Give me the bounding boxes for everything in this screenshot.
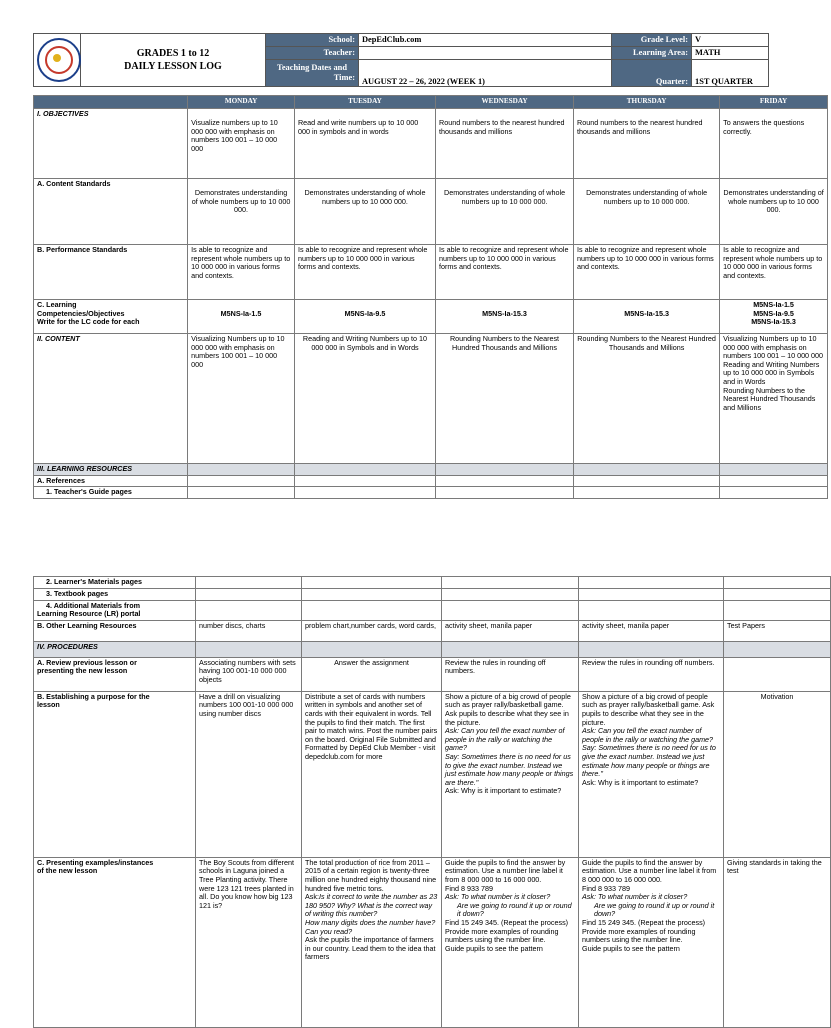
cell: Review the rules in rounding off numbers. [442,657,579,691]
cell: To answers the questions correctly. [720,109,828,179]
procedures-row [34,641,831,657]
lesson-table-part-2 [33,576,831,1028]
cell: Round numbers to the nearest hundred thousands and millions [574,109,720,179]
cell: Is able to recognize and represent whole numbers up to 10 000 000 in various forms and contexts. [436,245,574,300]
lesson-table-part-1 [33,95,828,499]
grade-level-label: Grade Level: [612,34,692,47]
cell: Rounding Numbers to the Nearest Hundred Thousands and Millions [436,334,574,464]
performance-standards-row [34,245,828,300]
purpose-row [34,691,831,857]
content-standards-row [34,179,828,245]
cell: Rounding Numbers to the Nearest Hundred Thousands and Millions [574,334,720,464]
day-thursday: THURSDAY [574,96,720,109]
learning-resources-row [34,464,828,476]
cell: Demonstrates understanding of whole numbers up to 10 000 000. [436,179,574,245]
cell: Demonstrates understanding of whole numbers up to 10 000 000. [294,179,435,245]
cell: activity sheet, manila paper [579,620,724,641]
lc-code: M5NS-Ia-15.3 [436,300,574,334]
cell: Is able to recognize and represent whole numbers up to 10 000 000 in various forms and contexts. [720,245,828,300]
other-resources-row [34,620,831,641]
cell: Associating numbers with sets having 100 001-10 000 000 objects [196,657,302,691]
cell: Round numbers to the nearest hundred thousands and millions [436,109,574,179]
cell: Answer the assignment [302,657,442,691]
cell: The total production of rice from 2011 – 2015 of a certain region is twenty-three million one hundred eighty thousand nine hundred five metric tons. Ask:Is it correct to write the number as 23 180 950? Why? What is the correct way of writing this number? How many digits does the number have? Can you read? Ask the pupils the importance of farmers in our country. Lead them to the idea that farmers [302,857,442,1027]
row-label: C. Learning Competencies/Objectives Write for the LC code for each [34,300,188,334]
row-label: 2. Learner's Materials pages [34,577,196,589]
grade-level-value: V [692,34,769,47]
row-label: B. Establishing a purpose for the lesson [34,691,196,857]
row-label: I. OBJECTIVES [34,109,188,179]
lc-code: M5NS-Ia-1.5 [188,300,295,334]
learners-materials-row [34,577,831,589]
cell: activity sheet, manila paper [442,620,579,641]
row-label: A. References [34,475,188,487]
lc-codes-friday: M5NS-Ia-1.5 M5NS-Ia-9.5 M5NS-Ia-15.3 [720,300,828,334]
objectives-row [34,109,828,179]
row-label: B. Other Learning Resources [34,620,196,641]
lc-code: M5NS-Ia-9.5 [294,300,435,334]
cell: Read and write numbers up to 10 000 000 in symbols and in words [294,109,435,179]
row-label: A. Review previous lesson or presenting the new lesson [34,657,196,691]
row-label: III. LEARNING RESOURCES [34,464,188,476]
cell: number discs, charts [196,620,302,641]
cell: Show a picture of a big crowd of people such as prayer rally/basketball game. Ask pupils to describe what they see in the picture. Ask: Can you tell the exact number of people in the rally or watching the game? Say: Sometimes there is no need for us to give the exact number. Instead we just estimate how many people or things are there." Ask: Why is it important to estimate? [442,691,579,857]
row-label: 4. Additional Materials from Learning Resource (LR) portal [34,600,196,620]
lc-code: M5NS-Ia-15.3 [574,300,720,334]
cell: Visualizing Numbers up to 10 000 000 with emphasis on numbers 100 001 – 10 000 000 [188,334,295,464]
content-row [34,334,828,464]
cell: The Boy Scouts from different schools in Laguna joined a Tree Planting activity. There were 123 121 trees planted in all. Do you know how big 123 121 is? [196,857,302,1027]
review-row [34,657,831,691]
cell: Motivation [724,691,831,857]
cell: Demonstrates understanding of whole numbers up to 10 000 000. [574,179,720,245]
cell: Is able to recognize and represent whole numbers up to 10 000 000 in various forms and contexts. [188,245,295,300]
additional-materials-row [34,600,831,620]
deped-seal-logo [34,34,81,87]
textbook-row [34,589,831,601]
row-label: 1. Teacher's Guide pages [34,487,188,499]
cell: Reading and Writing Numbers up to 10 000 000 in Symbols and in Words [294,334,435,464]
content-friday: Visualizing Numbers up to 10 000 000 with emphasis on numbers 100 001 – 10 000 000 Reading and Writing Numbers up to 10 000 000 in Symbols and in Words Rounding Numbers to the Nearest Hundred Thousands and Millions [720,334,828,464]
presenting-examples-row [34,857,831,1027]
teachers-guide-row [34,487,828,499]
learning-area-label: Learning Area: [612,46,692,59]
row-label: II. CONTENT [34,334,188,464]
cell: Test Papers [724,620,831,641]
cell: Is able to recognize and represent whole numbers up to 10 000 000 in various forms and contexts. [574,245,720,300]
document-title: GRADES 1 to 12 DAILY LESSON LOG [81,34,266,87]
day-wednesday: WEDNESDAY [436,96,574,109]
cell: problem chart,number cards, word cards, [302,620,442,641]
school-value: DepEdClub.com [359,34,612,47]
cell [724,657,831,691]
teacher-value [359,46,612,59]
cell: Have a drill on visualizing numbers 100 001-10 000 000 using number discs [196,691,302,857]
corner-cell [34,96,188,109]
cell: Show a picture of a big crowd of people such as prayer rally/basketball game. Ask pupils to describe what they see in the picture. Ask: Can you tell the exact number of people in the rally or watching the game? Say: Sometimes there is no need for us to give the exact number. Instead we just estimate how many people or things are there." Ask: Why is it important to estimate? [579,691,724,857]
day-tuesday: TUESDAY [294,96,435,109]
cell: Guide the pupils to find the answer by estimation. Use a number line label it from 8 000 000 to 16 000 000. Find 8 933 789 Ask: To what number is it closer? Are we going to round it up or round it down? Find 15 249 345. (Repeat the process) Provide more examples of rounding numbers using the number line. Guide pupils to see the pattern [579,857,724,1027]
cell: Is able to recognize and represent whole numbers up to 10 000 000 in various forms and contexts. [294,245,435,300]
cell: Guide the pupils to find the answer by estimation. Use a number line label it from 8 000 000 to 16 000 000. Find 8 933 789 Ask: To what number is it closer? Are we going to round it up or round it down? Find 15 249 345. (Repeat the process) Provide more examples of rounding numbers using the number line. Guide pupils to see the pattern [442,857,579,1027]
cell: Review the rules in rounding off numbers. [579,657,724,691]
teaching-dates-value: AUGUST 22 – 26, 2022 (WEEK 1) [359,59,612,86]
cell: Demonstrates understanding of whole numbers up to 10 000 000. [188,179,295,245]
cell: Giving standards in taking the test [724,857,831,1027]
cell: Distribute a set of cards with numbers written in symbols and another set of cards with their equivalent in words. Tell the pupils to find their match. The first pair to match wins. Post the number pairs on the board. Original File Submitted and Formatted by DepEd Club Member - visit depedclub.com for more [302,691,442,857]
lesson-log-header [33,33,768,87]
row-label: B. Performance Standards [34,245,188,300]
teacher-label: Teacher: [266,46,359,59]
row-label: IV. PROCEDURES [34,641,196,657]
cell: Visualize numbers up to 10 000 000 with emphasis on numbers 100 001 – 10 000 000 [188,109,295,179]
competencies-row [34,300,828,334]
quarter-label: Quarter: [612,59,692,86]
row-label: 3. Textbook pages [34,589,196,601]
day-friday: FRIDAY [720,96,828,109]
school-label: School: [266,34,359,47]
row-label: C. Presenting examples/instances of the new lesson [34,857,196,1027]
day-monday: MONDAY [188,96,295,109]
learning-area-value: MATH [692,46,769,59]
day-header-row [34,96,828,109]
teaching-dates-label: Teaching Dates and Time: [266,59,359,86]
references-row [34,475,828,487]
row-label: A. Content Standards [34,179,188,245]
cell: Demonstrates understanding of whole numbers up to 10 000 000. [720,179,828,245]
quarter-value: 1ST QUARTER [692,59,769,86]
